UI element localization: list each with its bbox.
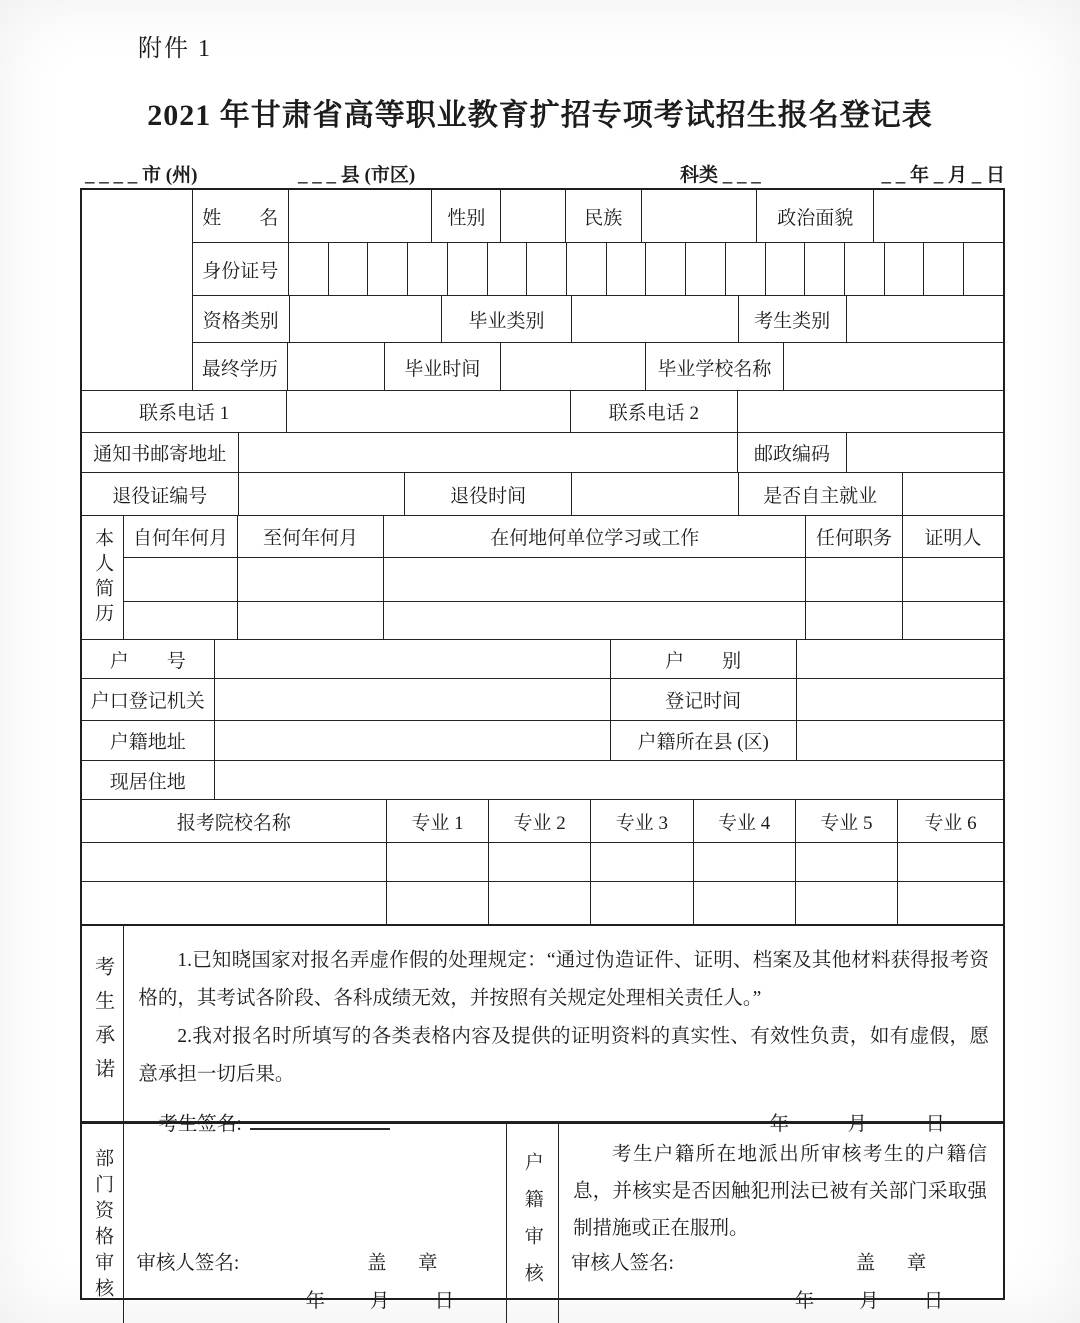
household-number-cell [215, 640, 611, 678]
politics-cell [874, 190, 1003, 242]
major2-col: 专业 2 [489, 800, 591, 842]
empty-cell [898, 843, 1003, 881]
major1-col: 专业 1 [387, 800, 489, 842]
empty-cell [796, 843, 898, 881]
resume-group [82, 516, 1003, 640]
graduation-school-cell [784, 343, 1003, 391]
resume-col-to: 至何年何月 [238, 516, 385, 557]
row-household-number [82, 640, 1003, 679]
empty-cell [806, 602, 903, 640]
hukou-date-line: 年 月 日 [794, 1291, 946, 1312]
graduation-time-cell [501, 343, 645, 391]
resume-col-witness: 证明人 [924, 528, 982, 549]
empty-cell [694, 843, 796, 881]
id-digit-cell [408, 243, 448, 295]
dept-review-text: 部门资格审核 [92, 1147, 114, 1304]
ethnic-cell [642, 190, 758, 242]
empty-cell [124, 558, 237, 601]
hukou-review-label [507, 1124, 559, 1323]
empty-cell [903, 558, 1003, 601]
pledge-section-text: 考生承诺 [91, 955, 114, 1092]
empty-cell [489, 882, 591, 924]
pledge-section-label [82, 926, 124, 1121]
id-digit-cell [924, 243, 964, 295]
id-digit-cell [646, 243, 686, 295]
resume-section-text: 本人简历 [92, 527, 114, 628]
phone1-cell [287, 391, 571, 432]
registration-time-label: 登记时间 [611, 679, 797, 720]
registration-org-cell [215, 679, 611, 720]
pledge-signature-label: 考生签名: [158, 1114, 242, 1135]
empty-cell [898, 882, 1003, 924]
resume-header-row [124, 516, 1003, 558]
resume-col-where: 在何地何单位学习或工作 [384, 516, 806, 557]
page-title: 2021 年甘肃省高等职业教育扩招专项考试招生报名登记表 [147, 99, 933, 132]
residence-label: 现居住地 [82, 761, 215, 799]
resume-col-from: 自何年何月 [124, 516, 237, 557]
self-employment-cell [903, 473, 1003, 515]
postcode-cell [847, 433, 1003, 472]
hukou-review-note-text: 考生户籍所在地派出所审核考生的户籍信息，并核实是否因触犯刑法已被有关部门采取强制措施或正在服刑。 [573, 1144, 987, 1239]
hukou-sign-block [559, 1247, 1003, 1323]
empty-cell [591, 843, 693, 881]
hukou-address-cell [215, 721, 611, 760]
id-digit-cell [607, 243, 647, 295]
review-section [82, 1122, 1003, 1323]
dept-date-line: 年 月 日 [305, 1291, 457, 1312]
meta-county-blank: _ _ _ 县 (市区) [298, 165, 416, 186]
id-digit-cell [726, 243, 766, 295]
empty-cell [806, 558, 903, 601]
resume-data-row [124, 558, 1003, 602]
id-digit-cell [488, 243, 528, 295]
major4-col: 专业 4 [694, 800, 796, 842]
hukou-sign-row [559, 1247, 1003, 1275]
dept-sign-row [124, 1247, 505, 1275]
mail-address-cell [239, 433, 738, 472]
pledge-date-line: 年 月 日 [769, 1114, 945, 1135]
hukou-address-label: 户籍地址 [82, 721, 215, 760]
graduation-time-label: 毕业时间 [385, 343, 502, 391]
application-data-row [82, 882, 1003, 924]
qualification-cell [290, 296, 442, 342]
id-digit-cell [686, 243, 726, 295]
id-digit-cell [885, 243, 925, 295]
row-hukou-address [82, 721, 1003, 761]
row-education [193, 343, 1003, 391]
hukou-review-text: 户籍审核 [521, 1151, 543, 1300]
registration-time-cell [797, 679, 1003, 720]
hukou-seal-label: 盖 章 [855, 1253, 933, 1274]
veteran-id-cell [239, 473, 406, 515]
resume-data-row [124, 602, 1003, 640]
phone2-label: 联系电话 2 [571, 391, 738, 432]
id-digit-cell [805, 243, 845, 295]
registration-org-label: 户口登记机关 [82, 679, 215, 720]
meta-date-blank: _ _ 年 _ 月 _ 日 [881, 165, 1005, 186]
residence-cell [215, 761, 1003, 799]
empty-cell [489, 843, 591, 881]
empty-cell [384, 558, 806, 601]
mail-address-label: 通知书邮寄地址 [82, 433, 239, 472]
candidate-type-label: 考生类别 [739, 296, 847, 342]
dept-review-label [82, 1124, 124, 1323]
household-number-label: 户 号 [82, 640, 215, 678]
meta-category-blank: 科类 _ _ _ [680, 165, 761, 186]
dept-seal-label: 盖 章 [367, 1253, 444, 1274]
row-veteran [82, 473, 1003, 516]
household-type-label: 户 别 [611, 640, 797, 678]
resume-section-label [82, 516, 124, 639]
row-name [193, 190, 1003, 243]
final-education-cell [288, 343, 384, 391]
id-digit-cell [527, 243, 567, 295]
graduation-type-label: 毕业类别 [442, 296, 572, 342]
registration-table [80, 188, 1005, 1312]
application-group [82, 800, 1003, 924]
id-digit-cell [766, 243, 806, 295]
empty-cell [796, 882, 898, 924]
pledge-item-2: 2.我对报名时所填写的各类表格内容及提供的证明资料的真实性、有效性负责，如有虚假，愿意承担一切后果。 [138, 1026, 989, 1085]
row-qualification [193, 296, 1003, 343]
qualification-label: 资格类别 [193, 296, 290, 342]
graduation-school-label: 毕业学校名称 [646, 343, 785, 391]
dept-signer-label: 审核人签名: [136, 1253, 240, 1274]
id-digit-cell [329, 243, 369, 295]
pledge-item-1: 1.已知晓国家对报名弄虚作假的处理规定：“通过伪造证件、证明、档案及其他材料获得报考资格的，其考试各阶段、各科成绩无效，并按照有关规定处理相关责任人。” [138, 950, 989, 1009]
meta-line [80, 160, 1005, 186]
postcode-label: 邮政编码 [738, 433, 848, 472]
resume-rows [124, 516, 1003, 639]
photo-box [82, 190, 193, 390]
pledge-content [124, 926, 1003, 1135]
empty-cell [903, 602, 1003, 640]
graduation-type-cell [572, 296, 739, 342]
id-digit-cell [448, 243, 488, 295]
school-name-col: 报考院校名称 [82, 800, 387, 842]
id-digit-cell [567, 243, 607, 295]
row-registration-org [82, 679, 1003, 721]
pledge-section [82, 924, 1003, 1135]
application-data-row [82, 843, 1003, 882]
application-header-row [82, 800, 1003, 843]
resume-col-post: 任何职务 [806, 516, 903, 557]
discharge-time-label: 退役时间 [405, 473, 572, 515]
empty-cell [124, 602, 237, 640]
row-phone [82, 391, 1003, 433]
final-education-label: 最终学历 [193, 343, 289, 391]
empty-cell [591, 882, 693, 924]
self-employment-label: 是否自主就业 [739, 473, 903, 515]
empty-cell [694, 882, 796, 924]
empty-cell [238, 558, 385, 601]
empty-cell [384, 602, 806, 640]
row-residence [82, 761, 1003, 800]
name-cell [289, 190, 432, 242]
ethnic-label: 民族 [566, 190, 641, 242]
household-type-cell [797, 640, 1003, 678]
id-digit-cell [964, 243, 1003, 295]
phone2-cell [738, 391, 1003, 432]
major3-col: 专业 3 [591, 800, 693, 842]
major5-col: 专业 5 [796, 800, 898, 842]
hukou-review-box [559, 1124, 1003, 1323]
empty-cell [238, 602, 385, 640]
attachment-label: 附件 1 [138, 36, 212, 62]
row-mail-address [82, 433, 1003, 473]
hukou-review-note [559, 1124, 1003, 1247]
empty-cell [82, 843, 387, 881]
hukou-county-label: 户籍所在县 (区) [611, 721, 797, 760]
name-label: 姓 名 [193, 190, 289, 242]
phone1-label: 联系电话 1 [82, 391, 287, 432]
gender-label: 性别 [432, 190, 501, 242]
hukou-signer-label: 审核人签名: [571, 1253, 674, 1274]
candidate-type-cell [847, 296, 1003, 342]
empty-cell [82, 882, 387, 924]
gender-cell [501, 190, 566, 242]
major6-col: 专业 6 [924, 812, 977, 834]
hukou-county-cell [797, 721, 1003, 760]
veteran-id-label: 退役证编号 [82, 473, 239, 515]
id-number-label: 身份证号 [193, 243, 289, 295]
empty-cell [387, 843, 489, 881]
dept-review-box [124, 1124, 506, 1323]
id-digit-cell [289, 243, 329, 295]
pledge-body [124, 926, 1003, 1102]
discharge-time-cell [572, 473, 739, 515]
row-id-number [193, 243, 1003, 296]
basic-info-rows [193, 190, 1003, 390]
politics-label: 政治面貌 [757, 190, 874, 242]
dept-sign-block [124, 1247, 505, 1323]
id-digit-cell [845, 243, 885, 295]
basic-info-group [82, 190, 1003, 391]
empty-cell [387, 882, 489, 924]
id-digit-cell [368, 243, 408, 295]
meta-city-blank: _ _ _ _ 市 (州) [85, 165, 198, 186]
